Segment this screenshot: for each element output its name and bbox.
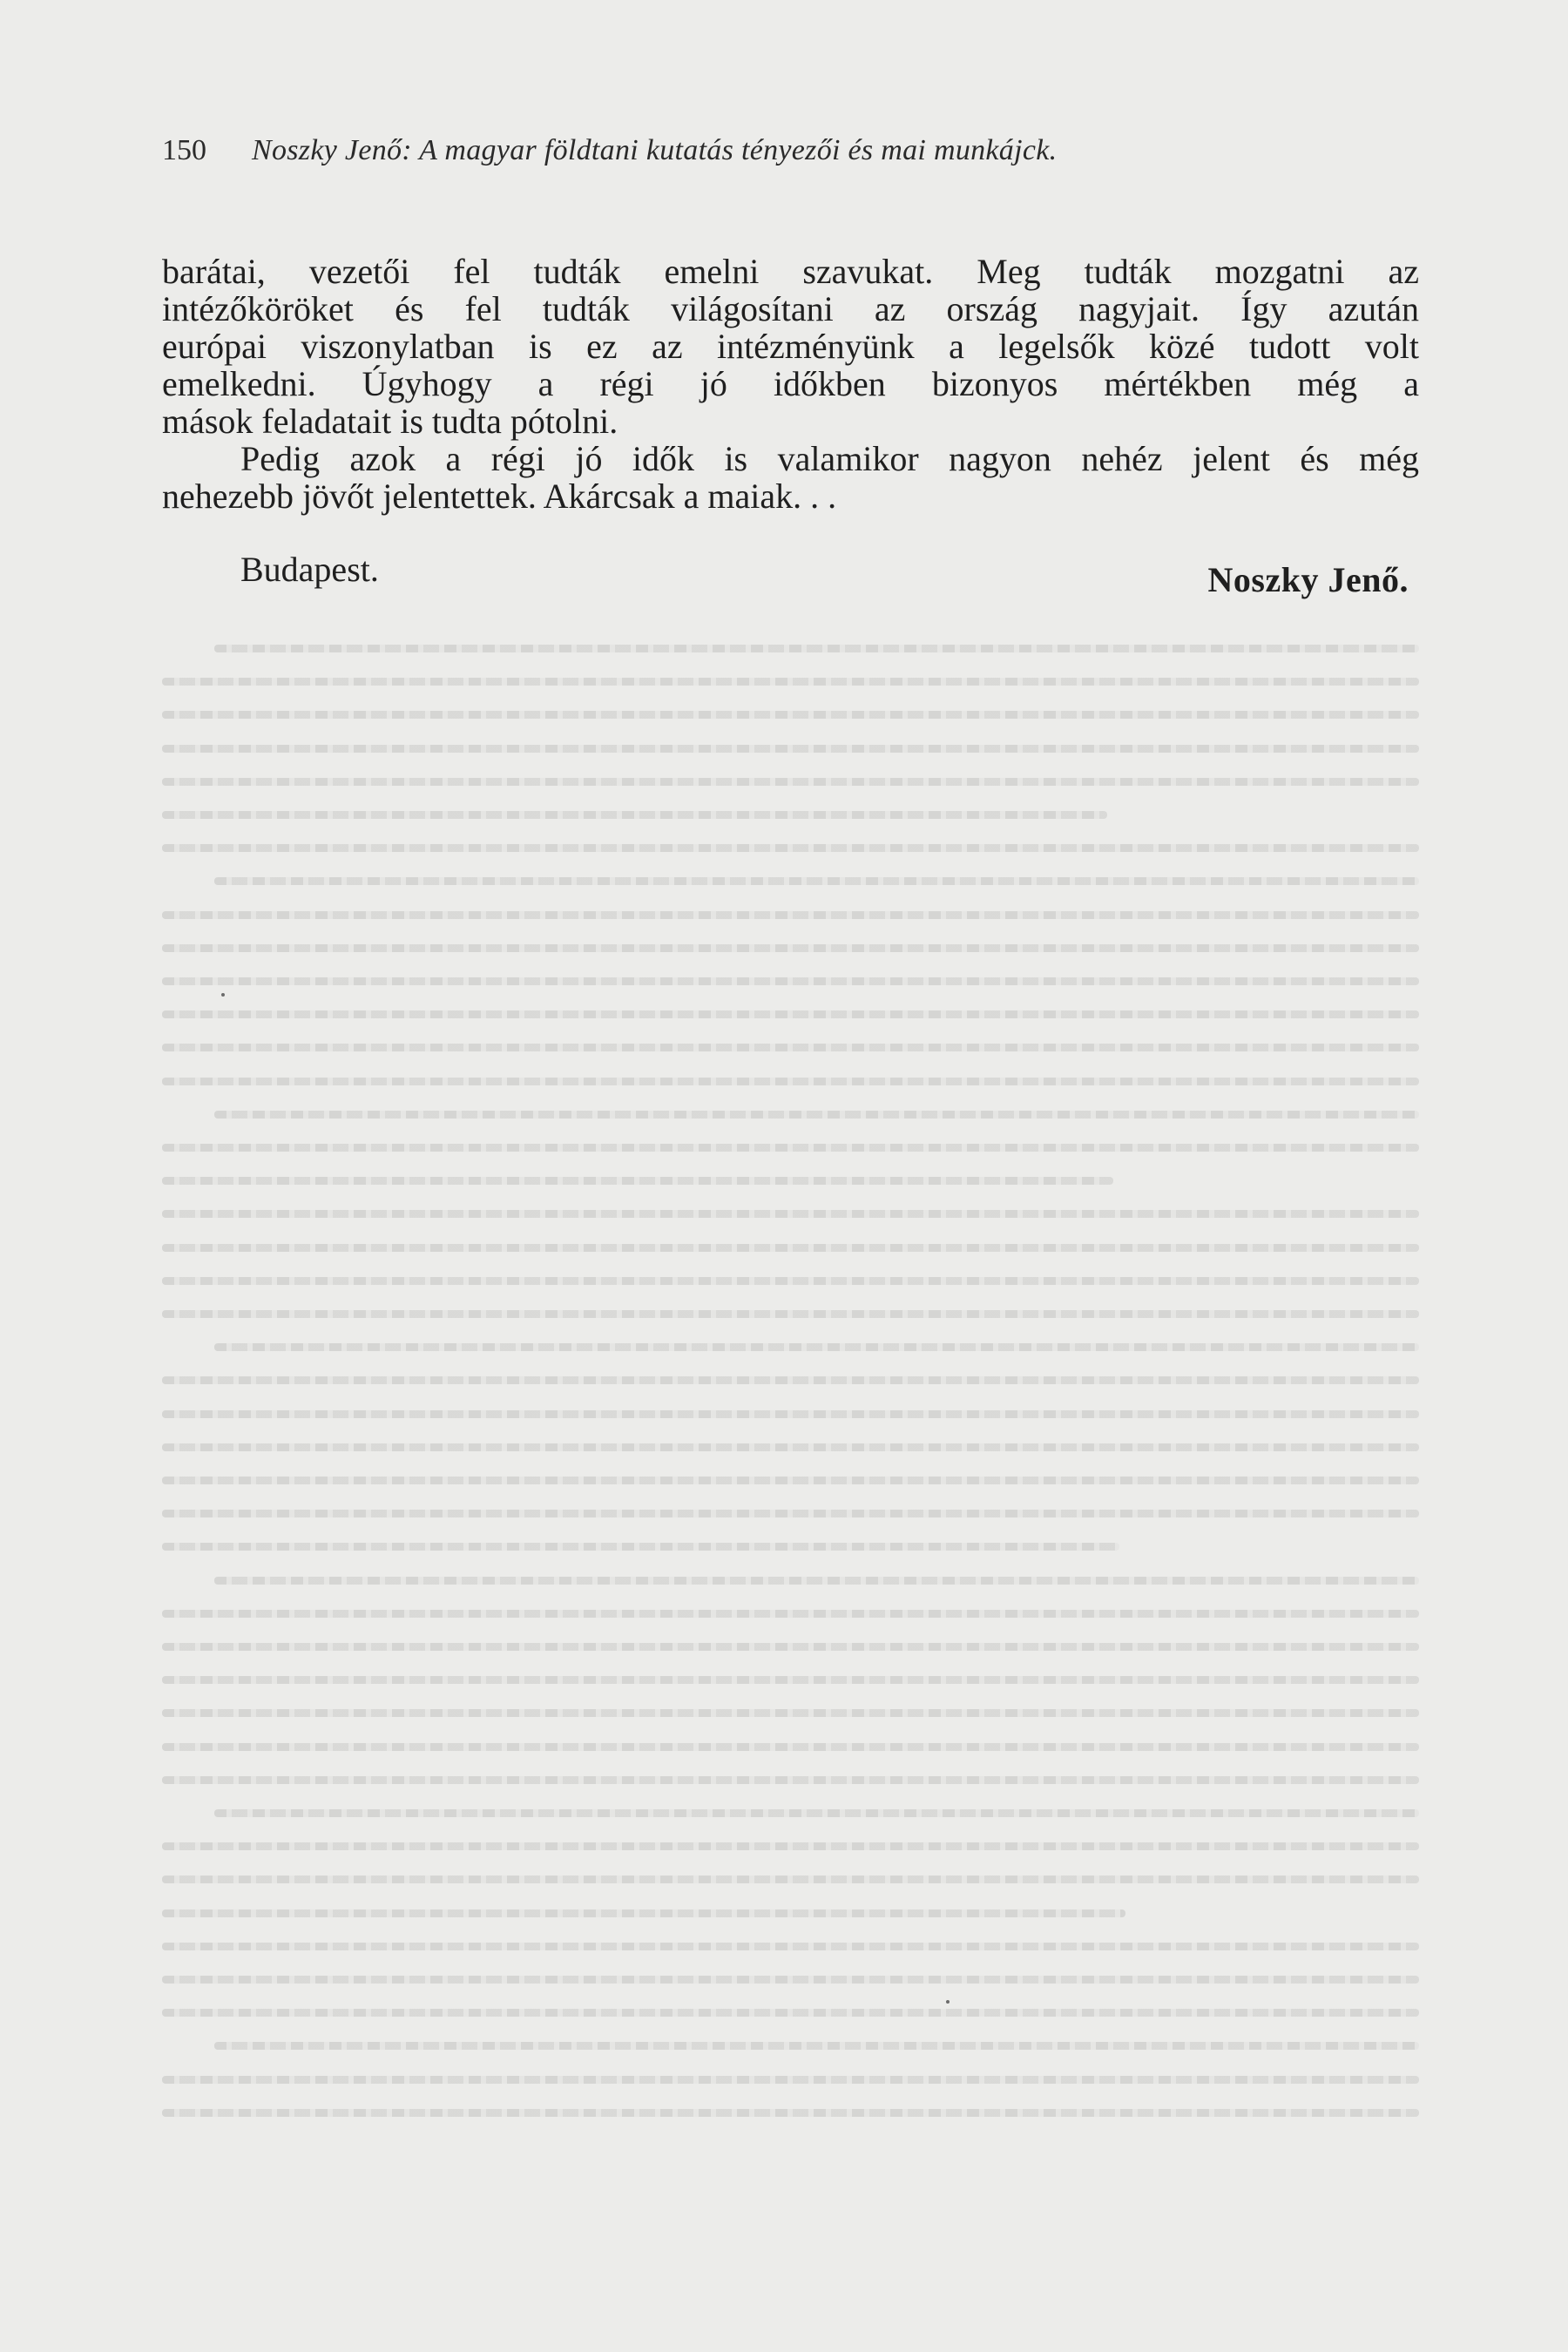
show-through-line <box>162 1144 1419 1152</box>
signature-place: Budapest. <box>240 550 379 589</box>
show-through-line <box>162 1876 1419 1883</box>
show-through-line <box>162 1443 1419 1451</box>
show-through-line <box>162 1842 1419 1850</box>
show-through-line <box>162 1943 1419 1950</box>
show-through-line <box>162 745 1419 753</box>
paragraph-1 <box>162 253 1419 440</box>
paper-speck <box>221 993 225 997</box>
show-through-line <box>162 1709 1419 1717</box>
show-through-line <box>162 1376 1419 1384</box>
show-through-line <box>162 1510 1419 1517</box>
show-through-line <box>214 1343 1419 1351</box>
text-line: barátai, vezetői fel tudták emelni szavukat. Meg tudták mozgatni az <box>162 252 1419 291</box>
show-through-line <box>214 1111 1419 1119</box>
text-line: európai viszonylatban is ez az intézményünk a legelsők közé tudott volt <box>162 327 1419 366</box>
show-through-line <box>162 1078 1419 1085</box>
running-title: Noszky Jenő: A magyar földtani kutatás tényezői és mai munkájck. <box>252 134 1058 166</box>
show-through-line <box>162 944 1419 952</box>
show-through-line <box>162 1477 1419 1484</box>
show-through-line <box>162 1210 1419 1218</box>
text-line: intézőköröket és fel tudták világosítani az ország nagyjait. Így azután <box>162 289 1419 328</box>
show-through-line <box>162 2009 1419 2017</box>
show-through-line <box>214 1809 1419 1817</box>
show-through-line <box>162 778 1419 786</box>
show-through-line <box>162 711 1419 719</box>
show-through-line <box>162 1177 1113 1185</box>
show-through-line <box>162 1410 1419 1418</box>
paragraph-2 <box>162 440 1419 515</box>
show-through-line <box>162 1543 1119 1551</box>
show-through-line <box>162 1044 1419 1051</box>
text-line: mások feladatait is tudta pótolni. <box>162 402 618 441</box>
show-through-line <box>162 1244 1419 1252</box>
text-line: Pedig azok a régi jó idők is valamikor nagyon nehéz jelent és még <box>240 439 1419 478</box>
show-through-line <box>162 1676 1419 1684</box>
text-line: emelkedni. Úgyhogy a régi jó időkben bizonyos mértékben még a <box>162 364 1419 403</box>
page-number: 150 <box>162 134 206 166</box>
show-through-line <box>162 977 1419 985</box>
show-through-line <box>162 811 1107 819</box>
show-through-line <box>162 678 1419 686</box>
signature-row <box>162 550 1419 599</box>
show-through-line <box>162 1277 1419 1285</box>
text-line: nehezebb jövőt jelentettek. Akárcsak a maiak. . . <box>162 476 837 516</box>
show-through-line <box>162 1610 1419 1618</box>
running-header <box>162 129 1416 172</box>
show-through-line <box>162 1743 1419 1751</box>
show-through-line <box>162 2109 1419 2117</box>
show-through-line <box>162 1643 1419 1651</box>
show-through-line <box>162 911 1419 919</box>
show-through-line <box>214 1577 1419 1585</box>
show-through-line <box>162 844 1419 852</box>
body-text <box>162 253 1419 515</box>
show-through-line <box>162 2076 1419 2084</box>
show-through-line <box>162 1776 1419 1784</box>
show-through-line <box>162 1010 1419 1018</box>
show-through-line <box>214 2042 1419 2050</box>
show-through-line <box>214 645 1419 652</box>
show-through-line <box>214 877 1419 885</box>
signature-author: Noszky Jenő. <box>1207 560 1409 599</box>
show-through-line <box>162 1909 1125 1917</box>
paper-speck <box>946 2000 950 2004</box>
show-through-line <box>162 1976 1419 1984</box>
reverse-side-show-through <box>162 645 1419 2143</box>
show-through-line <box>162 1310 1419 1318</box>
